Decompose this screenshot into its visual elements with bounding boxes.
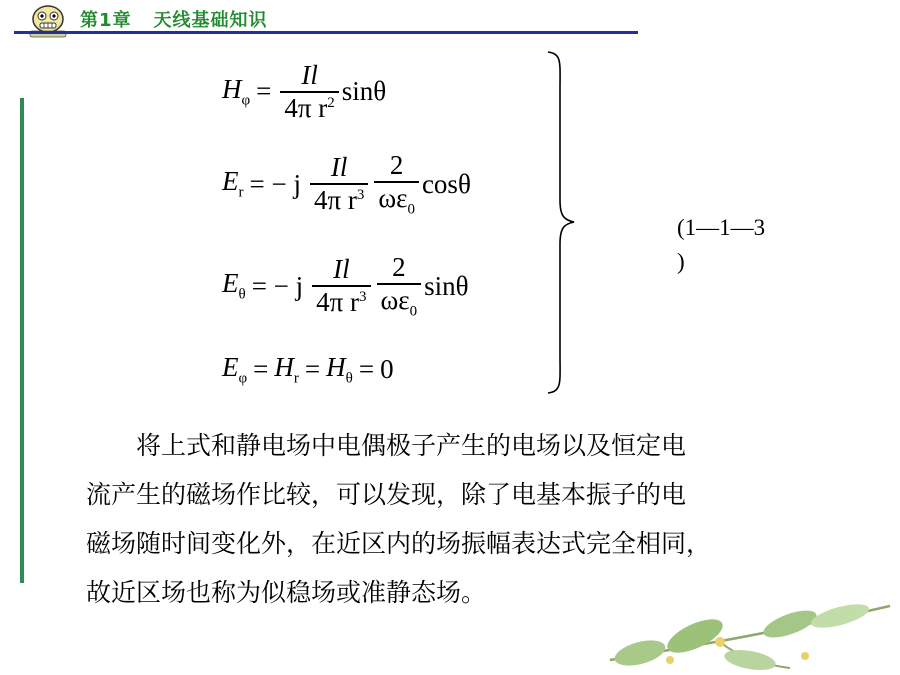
fraction: $\frac{2}{\omega\varepsilon_0}$ xyxy=(374,150,419,218)
body-paragraph xyxy=(86,421,826,617)
chapter-number: 第1章 xyxy=(80,10,132,31)
chapter-title: 天线基础知识 xyxy=(153,10,268,31)
left-accent-bar xyxy=(20,98,24,583)
paragraph-line: 将上式和静电场中电偶极子产生的电场以及恒定电 xyxy=(136,431,687,460)
chapter-heading xyxy=(80,6,268,32)
header-divider xyxy=(14,31,638,34)
paragraph-line: 磁场随时间变化外，在近区内的场振幅表达式完全相同， xyxy=(86,529,712,558)
equation-number: (1—1—3 ) xyxy=(677,215,766,274)
right-brace-icon xyxy=(540,50,580,395)
equation-e-r: $E_r$ = − j $\frac{Il}{4\pi r^3}$ $\frac{2}{\omega\varepsilon_0}$ cosθ xyxy=(222,150,471,217)
fraction: $\frac{2}{\omega\varepsilon_0}$ xyxy=(377,252,422,320)
fraction: $\frac{Il}{4\pi r^3}$ xyxy=(312,254,370,318)
equation-h-phi: $H_\varphi$ = $\frac{Il}{4\pi r^2}$ sinθ xyxy=(222,60,387,123)
equation-e-phi: $E_\varphi$ = $H_r$ = $H_\theta$ = 0 xyxy=(222,352,394,387)
decorative-plant-icon xyxy=(600,598,900,675)
paragraph-line: 流产生的磁场作比较，可以发现，除了电基本振子的电 xyxy=(86,480,687,509)
equation-e-theta: $E_\theta$ = − j $\frac{Il}{4\pi r^3}$ $\frac{2}{\omega\varepsilon_0}$ sinθ xyxy=(222,252,469,319)
fraction: $\frac{Il}{4\pi r^3}$ xyxy=(310,152,368,216)
fraction: $\frac{Il}{4\pi r^2}$ xyxy=(280,60,338,124)
equation-block xyxy=(222,52,562,397)
paragraph-line: 故近区场也称为似稳场或准静态场。 xyxy=(86,578,487,607)
slide-header xyxy=(0,0,900,42)
